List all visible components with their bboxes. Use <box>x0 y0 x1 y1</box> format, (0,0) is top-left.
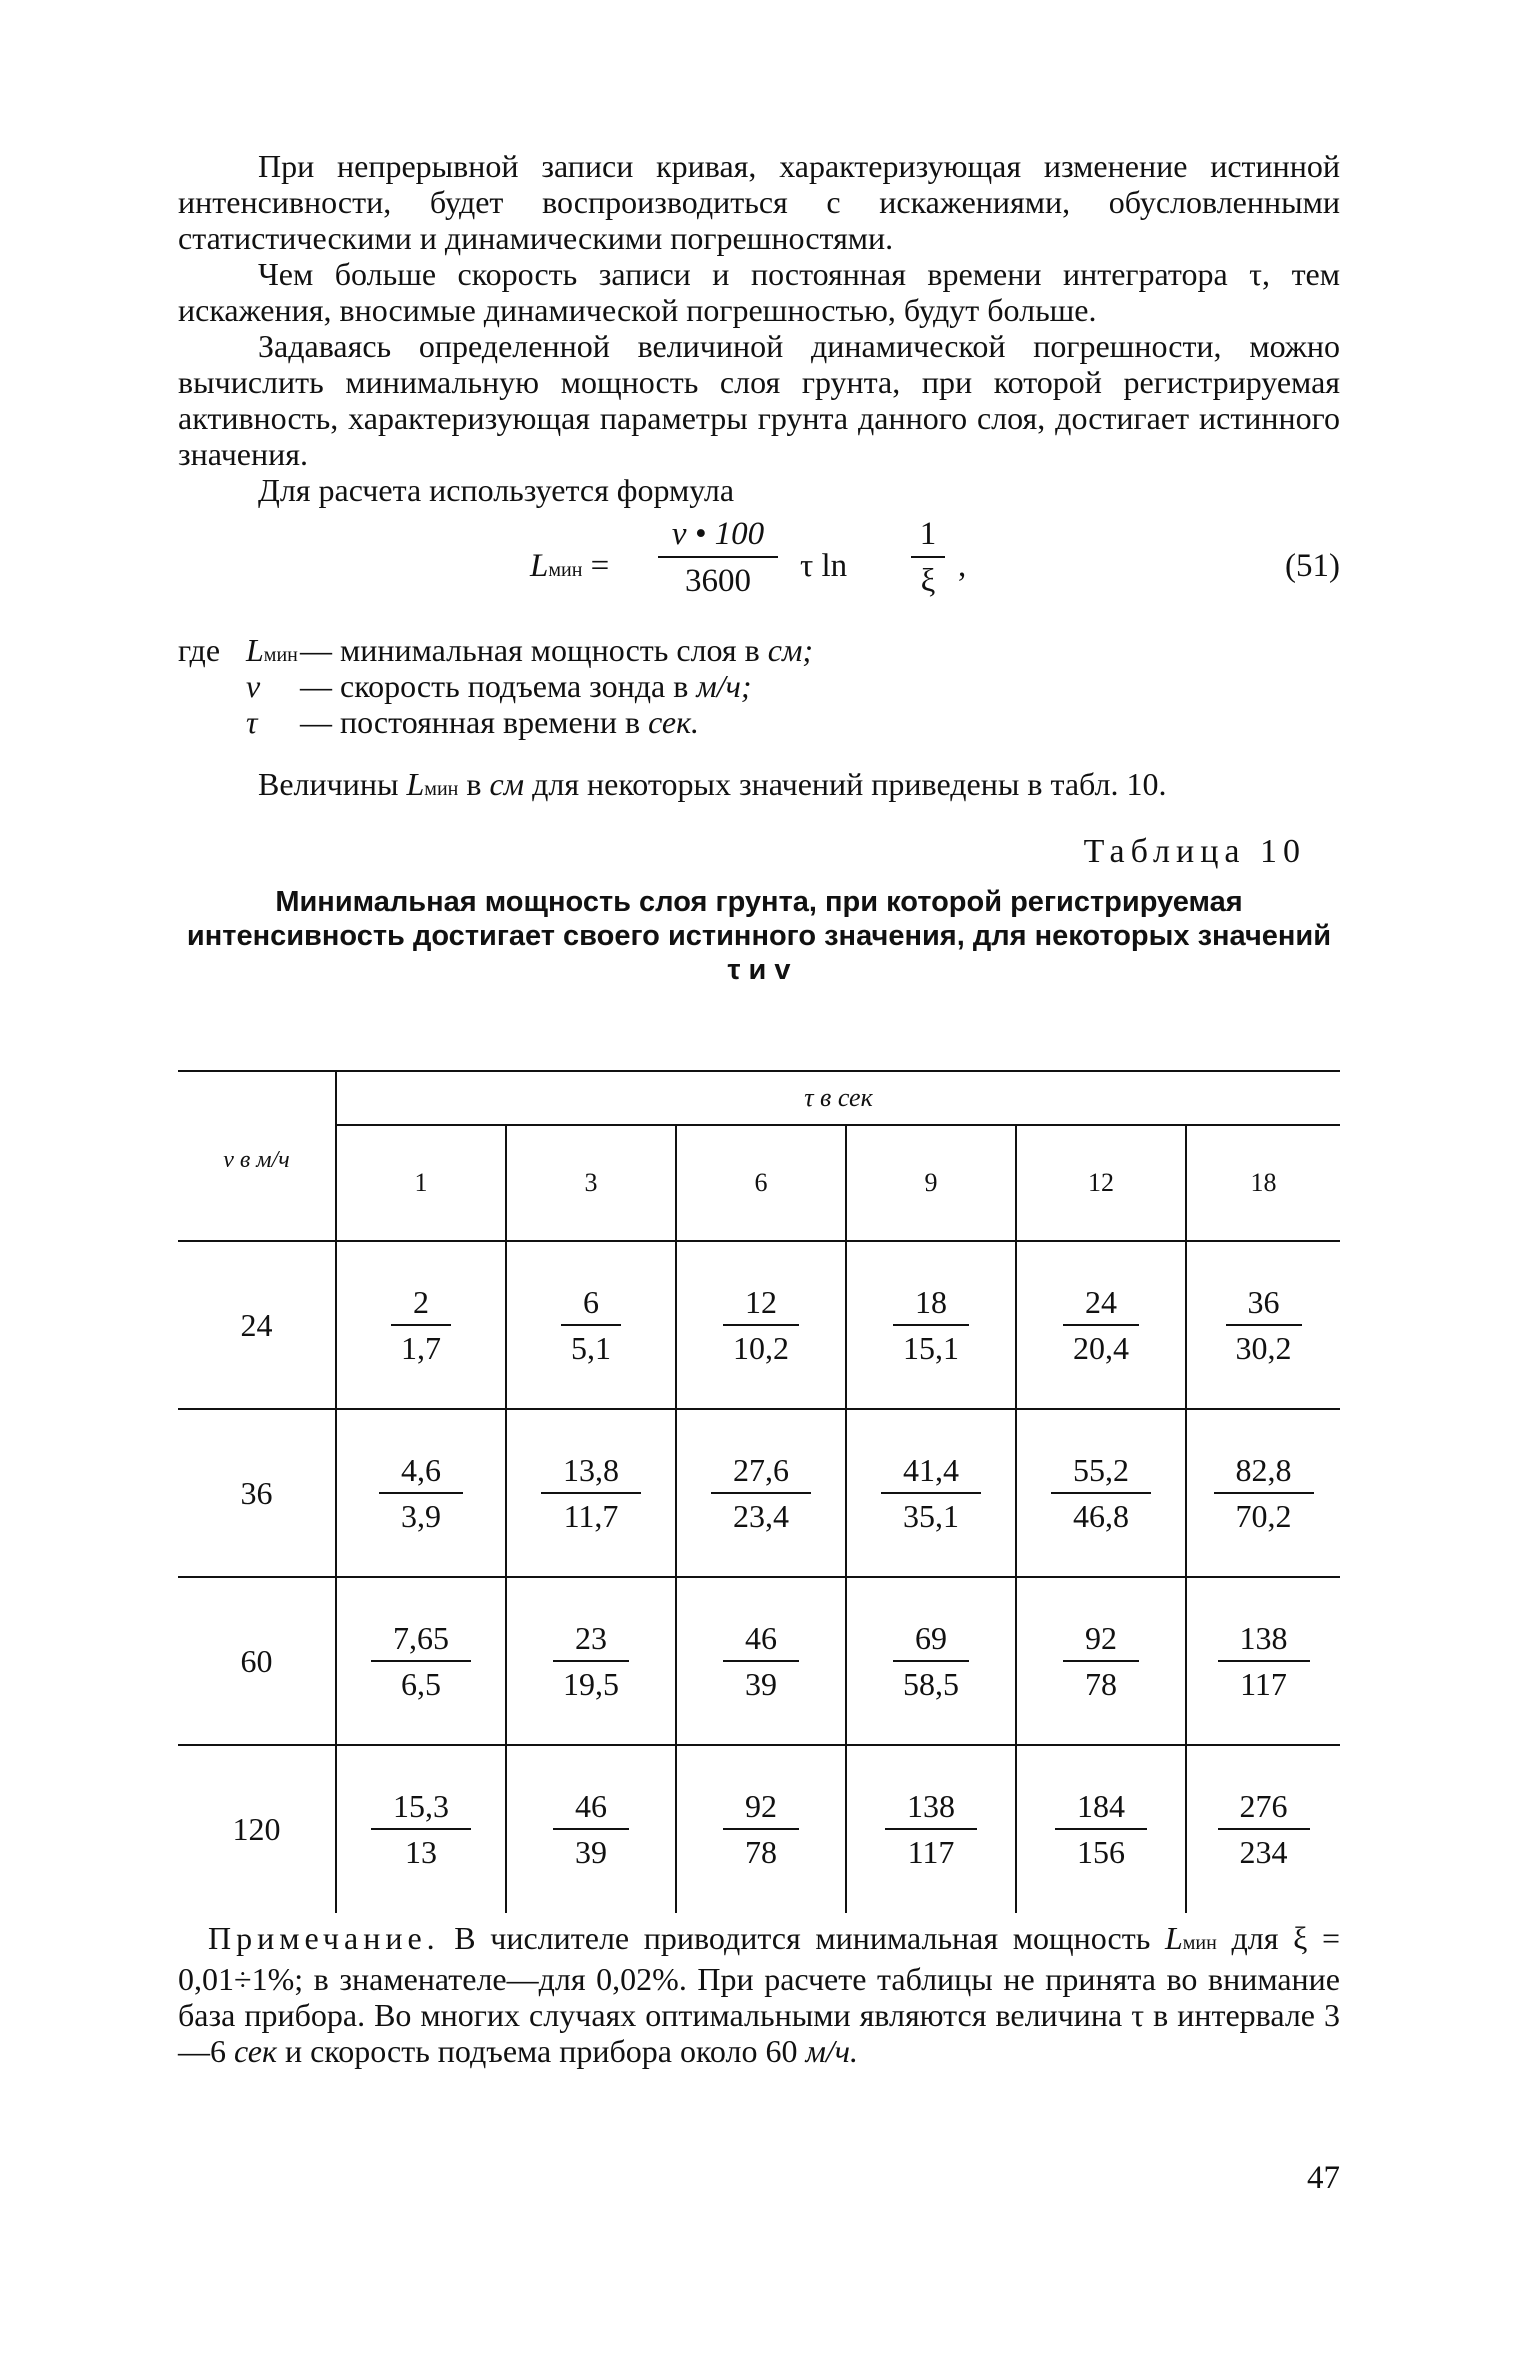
value-cell <box>846 1745 1016 1913</box>
value-cell <box>676 1409 846 1577</box>
numerator: 46 <box>745 1619 777 1656</box>
formula-number: (51) <box>1285 548 1340 584</box>
formula-fraction <box>658 514 778 600</box>
formula-legend: где Lмин — минимальная мощность слоя в см; v — скорость подъема зонда в м/ч; τ — постоянная времени в сек. <box>178 632 814 740</box>
denominator: 10,2 <box>733 1329 789 1366</box>
paragraph-1: При непрерывной записи кривая, характеризующая изменение истинной интенсивности, будет воспроизводиться с искажениями, обусловленными статистическими и динамическими погрешностями. <box>178 148 1340 256</box>
value-cell <box>1186 1409 1340 1577</box>
page-body <box>178 148 1340 987</box>
numerator: 13,8 <box>563 1451 619 1488</box>
denominator: 58,5 <box>903 1665 959 1702</box>
denominator: 39 <box>745 1665 777 1702</box>
denominator: 117 <box>1240 1665 1287 1702</box>
numerator: 276 <box>1239 1788 1288 1824</box>
value-cell <box>1016 1409 1186 1577</box>
numerator: 46 <box>575 1788 607 1824</box>
numerator: 4,6 <box>401 1451 441 1488</box>
formula-tau-ln: τ ln <box>800 548 848 584</box>
fraction <box>1214 1452 1314 1534</box>
velocity-cell: 120 <box>178 1745 336 1913</box>
value-cell <box>336 1745 506 1913</box>
numerator: 55,2 <box>1073 1451 1129 1488</box>
tau-header-4: 12 <box>1016 1125 1186 1241</box>
fraction <box>893 1620 969 1702</box>
value-cell <box>506 1577 676 1745</box>
formula-denominator: 3600 <box>685 563 751 599</box>
denominator: 30,2 <box>1235 1329 1292 1366</box>
fraction <box>723 1620 799 1702</box>
numerator: 7,65 <box>393 1619 449 1656</box>
value-cell <box>676 1745 846 1913</box>
formula-numerator: v • 100 <box>671 516 765 552</box>
table-row <box>178 1745 1340 1913</box>
denominator: 23,4 <box>733 1497 789 1534</box>
numerator: 6 <box>583 1283 599 1320</box>
value-cell <box>676 1577 846 1745</box>
tau-header-5: 18 <box>1250 1168 1277 1197</box>
denominator: 11,7 <box>563 1497 619 1534</box>
numerator: 41,4 <box>903 1451 959 1488</box>
denominator: 70,2 <box>1235 1497 1292 1534</box>
denominator: 35,1 <box>903 1497 959 1534</box>
formula-51: Lмин = v • 100 3600 τ ln 1 ξ , (51) <box>530 516 1340 599</box>
value-cell <box>1186 1577 1340 1745</box>
denominator: 3,9 <box>401 1497 441 1534</box>
numerator: 138 <box>907 1788 955 1824</box>
denominator: 13 <box>405 1834 437 1870</box>
fraction <box>1218 1788 1310 1870</box>
page-number: 47 <box>1307 2160 1340 2196</box>
formula-fraction-xi: 1 ξ <box>911 514 945 600</box>
velocity-cell: 24 <box>178 1241 336 1409</box>
value-cell <box>506 1241 676 1409</box>
fraction <box>371 1620 471 1702</box>
value-cell <box>1186 1745 1340 1913</box>
numerator: 36 <box>1247 1283 1280 1320</box>
velocity-cell: 60 <box>178 1577 336 1745</box>
fraction <box>553 1788 629 1870</box>
tau-header-3: 9 <box>846 1125 1016 1241</box>
col-group-header: τ в сек <box>336 1071 1340 1125</box>
paragraph-2: Чем больше скорость записи и постоянная времени интегратора τ, тем искажения, вносимые динамической погрешностью, будут больше. <box>178 256 1340 328</box>
formula-lhs: Lмин = <box>530 548 610 584</box>
fraction <box>561 1284 621 1366</box>
value-cell <box>336 1577 506 1745</box>
value-cell <box>336 1241 506 1409</box>
fraction <box>1063 1620 1139 1702</box>
velocity-cell: 36 <box>178 1409 336 1577</box>
fraction <box>1055 1788 1147 1870</box>
tau-header-1: 3 <box>506 1125 676 1241</box>
row-header: v в м/ч <box>178 1071 336 1241</box>
fraction <box>1063 1284 1139 1366</box>
fraction <box>723 1284 799 1366</box>
table-reference: Величины Lмин в см для некоторых значений приведены в табл. 10. <box>258 766 1167 802</box>
fraction <box>391 1284 451 1366</box>
fraction <box>371 1788 471 1870</box>
value-cell <box>1186 1241 1340 1409</box>
denominator: 78 <box>1085 1665 1117 1702</box>
fraction <box>553 1620 629 1702</box>
denominator: 39 <box>575 1834 607 1870</box>
denominator: 1,7 <box>401 1329 441 1366</box>
denominator: 234 <box>1239 1834 1288 1870</box>
denominator: 117 <box>907 1834 955 1870</box>
table-number: Таблица 10 <box>1083 833 1306 870</box>
value-cell <box>506 1745 676 1913</box>
fraction <box>881 1452 981 1534</box>
fraction <box>1051 1452 1151 1534</box>
paragraph-3: Задаваясь определенной величиной динамической погрешности, можно вычислить минимальную мощность слоя грунта, при которой регистрируемая активность, характеризующая параметры грунта данного слоя, достигает истинного значения. <box>178 328 1340 472</box>
value-cell <box>846 1241 1016 1409</box>
denominator: 6,5 <box>401 1665 441 1702</box>
fraction <box>1226 1284 1302 1366</box>
value-cell <box>676 1241 846 1409</box>
denominator: 156 <box>1077 1834 1125 1870</box>
numerator: 24 <box>1085 1283 1117 1320</box>
paragraph-4: Для расчета используется формула <box>258 472 735 508</box>
numerator: 12 <box>745 1283 777 1320</box>
numerator: 82,8 <box>1235 1451 1292 1488</box>
numerator: 92 <box>1085 1619 1117 1656</box>
numerator: 2 <box>413 1283 429 1320</box>
denominator: 19,5 <box>563 1665 619 1702</box>
value-cell <box>846 1409 1016 1577</box>
denominator: 46,8 <box>1073 1497 1129 1534</box>
fraction <box>711 1452 811 1534</box>
numerator: 27,6 <box>733 1451 789 1488</box>
fraction <box>541 1452 641 1534</box>
numerator: 69 <box>915 1619 947 1656</box>
fraction <box>893 1284 969 1366</box>
table-title: Минимальная мощность слоя грунта, при которой регистрируемая интенсивность достигает своего истинного значения, для некоторых значений τ и v <box>186 886 1332 986</box>
numerator: 138 <box>1239 1619 1288 1656</box>
data-table <box>178 1070 1340 1913</box>
numerator: 92 <box>745 1788 777 1824</box>
denominator: 15,1 <box>903 1329 959 1366</box>
table-row <box>178 1241 1340 1409</box>
value-cell <box>336 1409 506 1577</box>
value-cell <box>506 1409 676 1577</box>
tau-header-2: 6 <box>676 1125 846 1241</box>
fraction <box>1218 1620 1310 1702</box>
denominator: 5,1 <box>571 1329 611 1366</box>
numerator: 23 <box>575 1619 607 1656</box>
fraction <box>885 1788 977 1870</box>
value-cell <box>1016 1745 1186 1913</box>
denominator: 78 <box>745 1834 777 1870</box>
table-note: Примечание. В числителе приводится минимальная мощность Lмин для ξ = 0,01÷1%; в знаменателе—для 0,02%. При расчете таблицы не принята во внимание база прибора. Во многих случаях оптимальными являются величина τ в интервале 3—6 сек и скорость подъема прибора около 60 м/ч. <box>178 1920 1341 2069</box>
table-row <box>178 1577 1340 1745</box>
numerator: 15,3 <box>393 1788 449 1824</box>
fraction <box>379 1452 463 1534</box>
numerator: 18 <box>915 1283 947 1320</box>
tau-header-0: 1 <box>336 1125 506 1241</box>
denominator: 20,4 <box>1073 1329 1129 1366</box>
value-cell <box>1016 1241 1186 1409</box>
value-cell <box>846 1577 1016 1745</box>
numerator: 184 <box>1077 1788 1125 1824</box>
fraction <box>723 1788 799 1870</box>
value-cell <box>1016 1577 1186 1745</box>
table-row <box>178 1409 1340 1577</box>
